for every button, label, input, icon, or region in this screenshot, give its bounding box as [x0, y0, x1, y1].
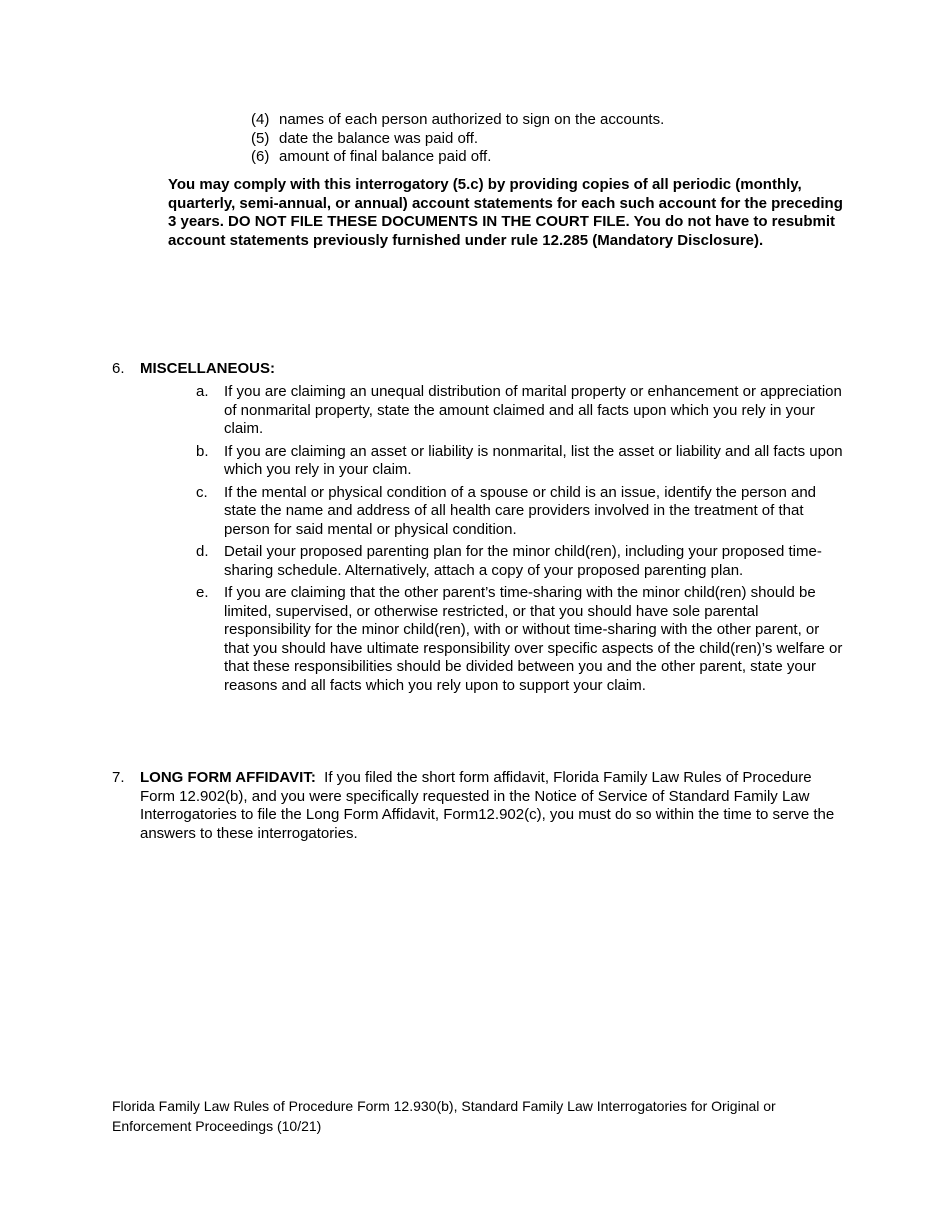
- item-letter: e.: [196, 584, 209, 601]
- item-text: date the balance was paid off.: [279, 129, 479, 147]
- section-6-heading: [112, 360, 852, 379]
- list-item: [196, 443, 846, 480]
- section-title: MISCELLANEOUS:: [140, 360, 275, 377]
- item-number: (5): [251, 129, 270, 147]
- compliance-note: You may comply with this interrogatory (5.c) by providing copies of all periodic (monthly, quarterly, semi-annual, or annual) account statements for each such account for the preceding 3 years. DO NOT FILE THESE DOCUMENTS IN THE COURT FILE. You do not have to resubmit account statements previously furnished under rule 12.285 (Mandatory Disclosure).: [168, 176, 843, 249]
- section-number: 6.: [112, 360, 125, 377]
- list-item: [196, 383, 846, 439]
- section-7: [112, 769, 847, 843]
- page-footer: [112, 1096, 812, 1136]
- item-letter: b.: [196, 442, 209, 460]
- list-item: [196, 484, 846, 540]
- list-item: [251, 130, 851, 149]
- item-text: If you are claiming an unequal distribution of marital property or enhancement or appreciation of nonmarital property, state the amount claimed and all facts upon which you rely in your claim.: [224, 383, 842, 437]
- item-text: names of each person authorized to sign on the accounts.: [279, 111, 665, 128]
- miscellaneous-list: [196, 383, 846, 699]
- item-letter: a.: [196, 383, 209, 400]
- list-item: [251, 111, 851, 130]
- section-text: If you filed the short form affidavit, Florida Family Law Rules of Procedure Form 12.902(b), and you were specifically requested in the Notice of Service of Standard Family Law Interrogatories to file the Long Form Affidavit, Form12.902(c), you must do so within the time to serve the answers to these interrogatories.: [140, 769, 835, 842]
- item-text: If you are claiming an asset or liability is nonmarital, list the asset or liability and all facts upon which you rely in your claim.: [224, 442, 843, 478]
- item-text: amount of final balance paid off.: [279, 148, 492, 165]
- list-item: [251, 148, 851, 167]
- list-item: [196, 543, 846, 580]
- section-title: LONG FORM AFFIDAVIT:: [140, 769, 316, 786]
- item-number: (6): [251, 148, 270, 165]
- account-details-sublist: [251, 111, 851, 167]
- item-letter: c.: [196, 483, 208, 501]
- item-text: If the mental or physical condition of a spouse or child is an issue, identify the person and state the name and address of all health care providers involved in the treatment of that person for said mental or physical condition.: [224, 483, 817, 538]
- item-text: Detail your proposed parenting plan for the minor child(ren), including your proposed time-sharing schedule. Alternatively, attach a copy of your proposed parenting plan.: [224, 543, 822, 579]
- section-number: 7.: [112, 769, 125, 786]
- footer-line: Florida Family Law Rules of Procedure Form 12.930(b), Standard Family Law Interrogatories for Original or: [112, 1098, 776, 1114]
- footer-line: Enforcement Proceedings (10/21): [112, 1118, 322, 1134]
- section-7-body: [140, 769, 847, 843]
- list-item: [196, 584, 846, 695]
- item-text: If you are claiming that the other parent’s time-sharing with the minor child(ren) should be limited, supervised, or otherwise restricted, or that you should have sole parental responsibility for the minor child(ren), with or without time-sharing with the other parent, or that you should have ultimate responsibility over specific aspects of the child(ren)’s welfare or that these responsibilities should be divided between you and the other parent, state your reasons and all facts which you rely upon to support your claim.: [224, 584, 843, 694]
- item-letter: d.: [196, 543, 209, 560]
- item-number: (4): [251, 111, 270, 128]
